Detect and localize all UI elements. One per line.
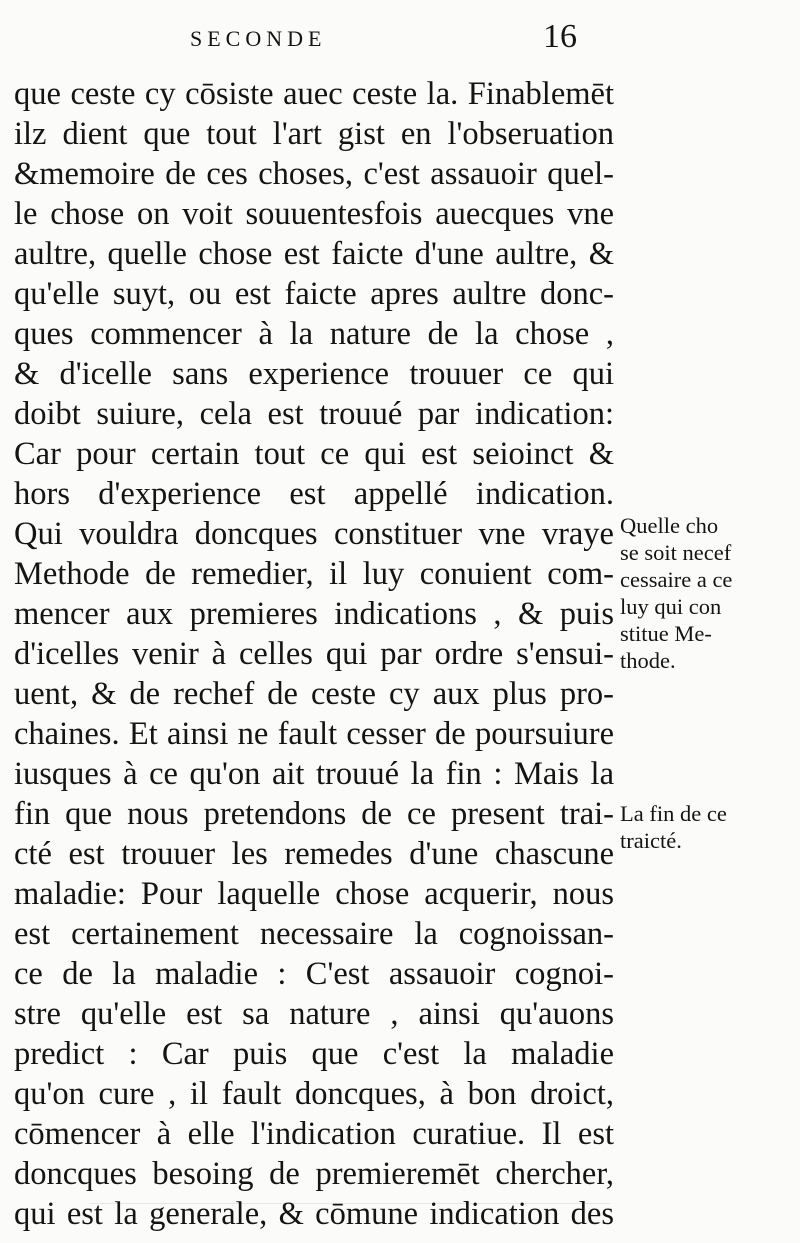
text-line: mencer aux premieres indications , & puis xyxy=(14,596,614,632)
text-line: Qui vouldra doncques constituer vne vraye xyxy=(14,516,614,552)
marginal-note-line: La fin de ce xyxy=(620,801,727,826)
text-line: ques commencer à la nature de la chose , xyxy=(14,316,614,352)
marginal-note-line: thode. xyxy=(620,648,676,673)
marginal-note-treatise-end xyxy=(620,800,790,854)
marginal-note-line: Quelle cho xyxy=(620,513,719,538)
marginal-note-line: se soit necef xyxy=(620,540,732,565)
text-line: doibt suiure, cela est trouué par indication: xyxy=(14,396,614,432)
running-head: SECONDE xyxy=(190,26,327,51)
text-line: qui est la generale, & cōmune indication des xyxy=(14,1196,614,1232)
text-line: & d'icelle sans experience trouuer ce qui xyxy=(14,356,614,392)
text-line: qu'on cure , il fault doncques, à bon droict, xyxy=(14,1076,614,1112)
text-line: qu'elle suyt, ou est faicte apres aultre donc- xyxy=(14,276,614,312)
text-line: que ceste cy cōsiste auec ceste la. Finablemēt xyxy=(14,76,614,112)
text-line: ce de la maladie : C'est assauoir cognoi- xyxy=(14,956,614,992)
text-line: chaines. Et ainsi ne fault cesser de poursuiure xyxy=(14,716,614,752)
page-number: 16 xyxy=(543,18,577,55)
marginal-note-line: traicté. xyxy=(620,828,682,853)
text-line: Car pour certain tout ce qui est seioinct & xyxy=(14,436,614,472)
marginal-note-line: luy qui con xyxy=(620,594,722,619)
text-line: &memoire de ces choses, c'est assauoir quel- xyxy=(14,156,614,192)
marginal-note-line: cessaire a ce xyxy=(620,567,733,592)
text-line: est certainement necessaire la cognoissan- xyxy=(14,916,614,952)
text-line: predict : Car puis que c'est la maladie xyxy=(14,1036,614,1072)
marginal-note-line: stitue Me- xyxy=(620,621,712,646)
text-line: doncques besoing de premieremēt chercher, xyxy=(14,1156,614,1192)
text-line: stre qu'elle est sa nature , ainsi qu'auons xyxy=(14,996,614,1032)
text-line: ilz dient que tout l'art gist en l'obseruation xyxy=(14,116,614,152)
text-line: cté est trouuer les remedes d'une chascune xyxy=(14,836,614,872)
text-line: d'icelles venir à celles qui par ordre s'ensui- xyxy=(14,636,614,672)
text-line: le chose on voit souuentesfois auecques vne xyxy=(14,196,614,232)
text-line: iusques à ce qu'on ait trouué la fin : Mais la xyxy=(14,756,614,792)
marginal-note-method xyxy=(620,512,790,674)
body-text xyxy=(14,74,614,1234)
text-line: uent, & de rechef de ceste cy aux plus pro- xyxy=(14,676,614,712)
text-line: maladie: Pour laquelle chose acquerir, nous xyxy=(14,876,614,912)
text-line: fin que nous pretendons de ce present trai- xyxy=(14,796,614,832)
text-line: hors d'experience est appellé indication. xyxy=(14,476,614,512)
text-line: aultre, quelle chose est faicte d'une aultre, & xyxy=(14,236,614,272)
text-line: Methode de remedier, il luy conuient com- xyxy=(14,556,614,592)
text-line: cōmencer à elle l'indication curatiue. Il est xyxy=(14,1116,614,1152)
